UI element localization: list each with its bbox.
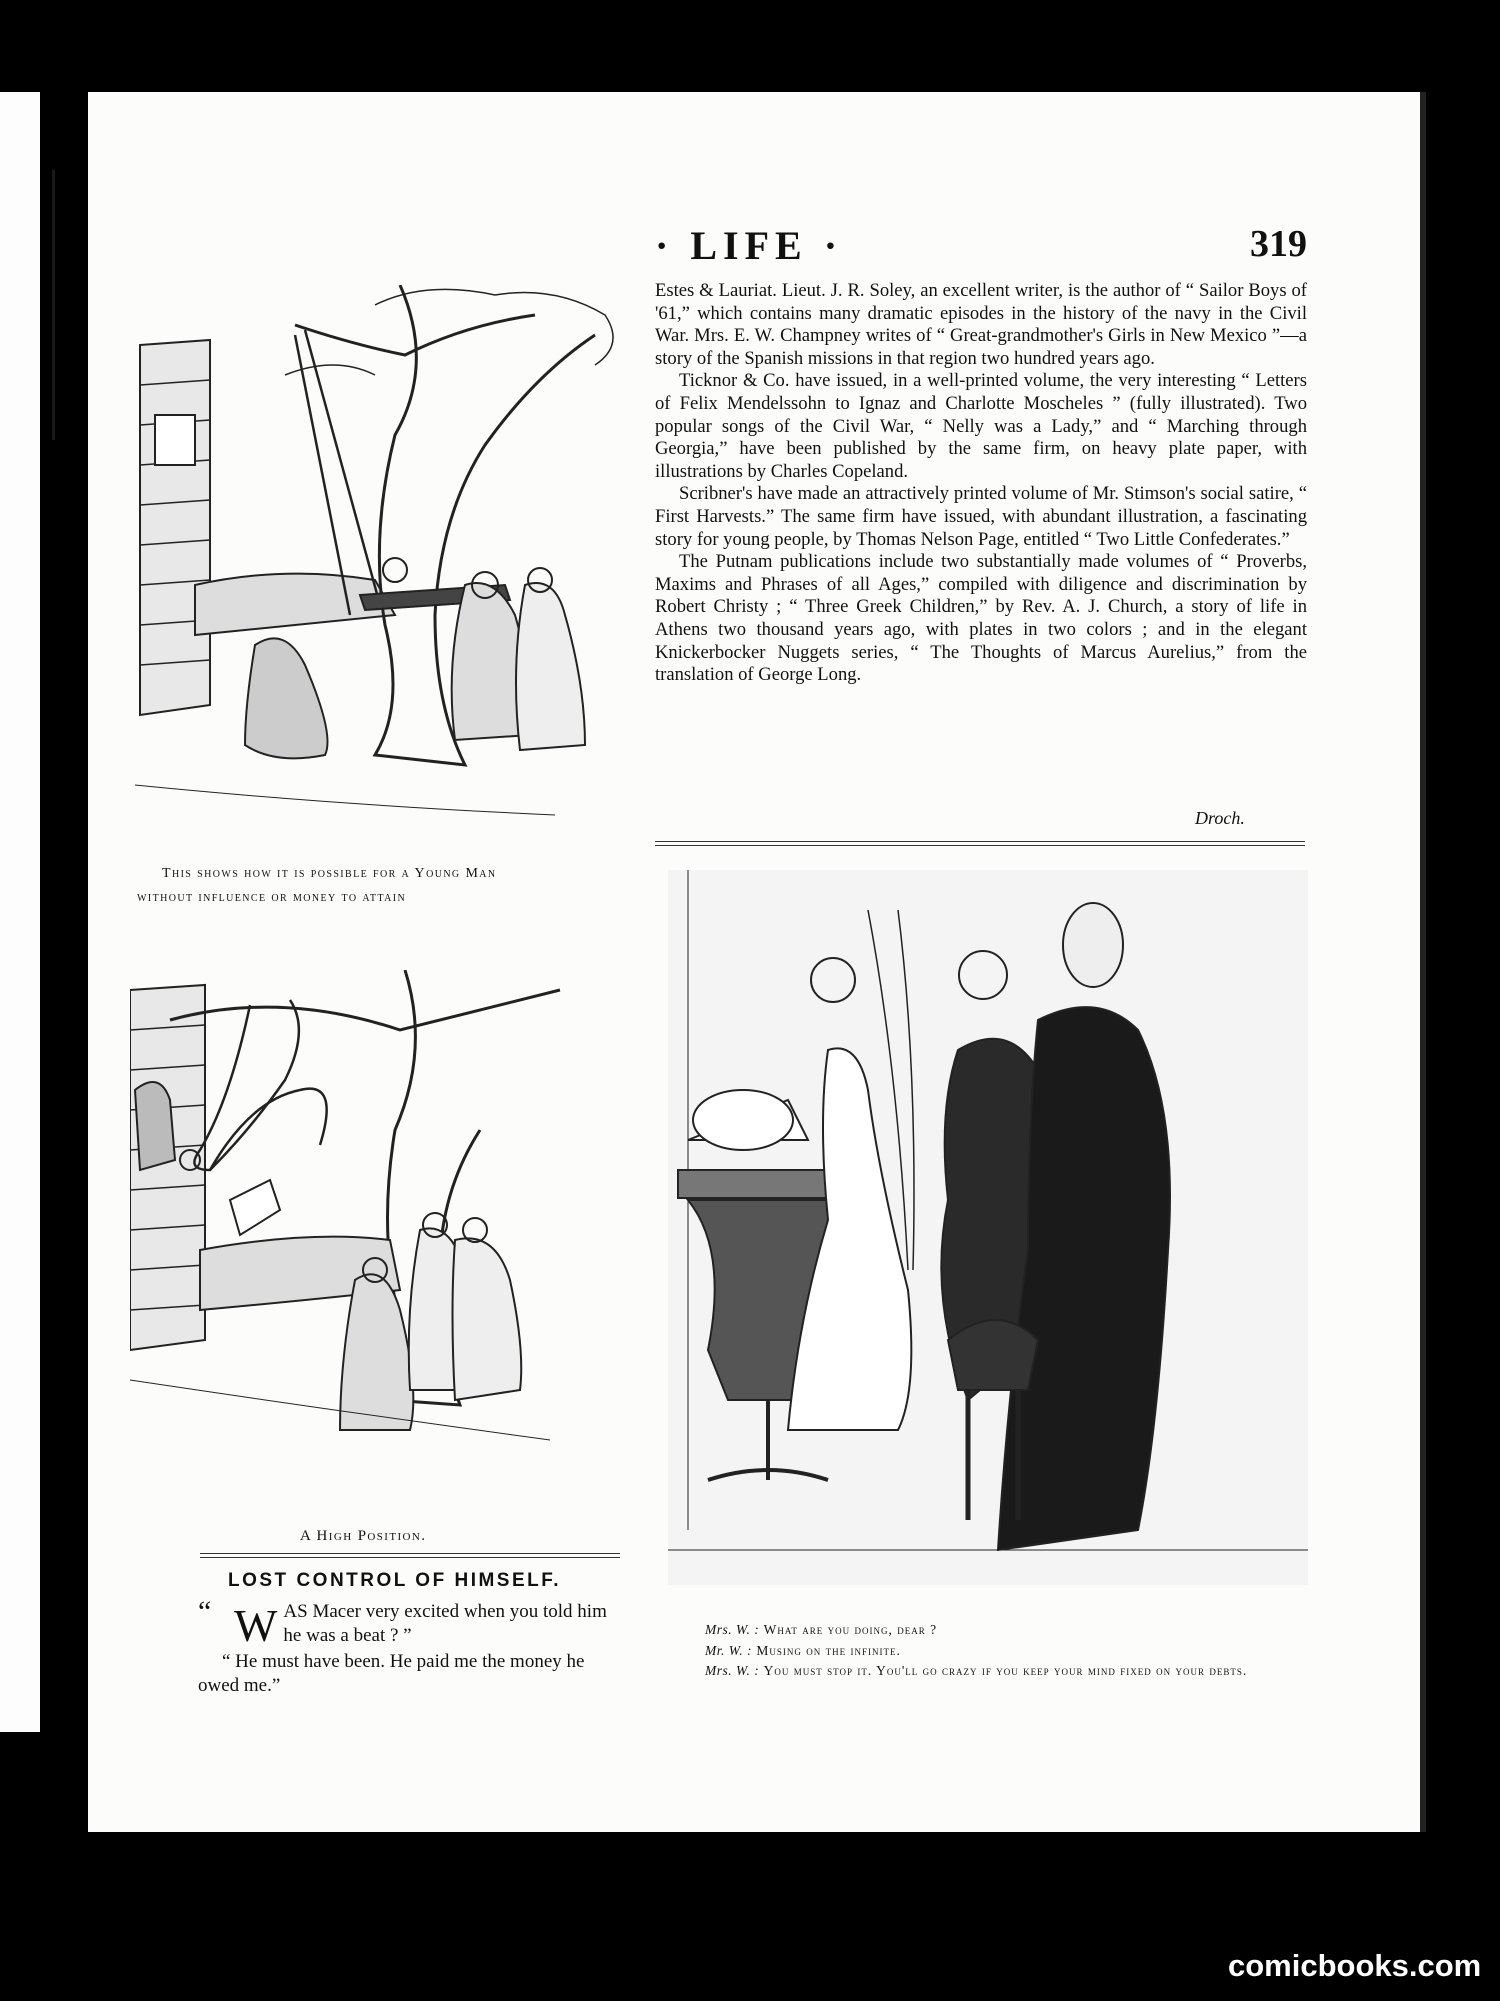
joke-answer: “ He must have been. He paid me the money he owed me.” bbox=[198, 1651, 585, 1696]
speaker-label: Mrs. W. : bbox=[705, 1663, 760, 1678]
book-review-column bbox=[655, 280, 1307, 687]
binding-line bbox=[52, 170, 55, 440]
magazine-title: · LIFE · bbox=[655, 223, 844, 268]
dialogue-line bbox=[705, 1620, 1285, 1641]
swing-illustration bbox=[135, 285, 635, 850]
joke-question: AS Macer very excited when you told him he was a beat ? ” bbox=[283, 1601, 607, 1646]
speaker-label: Mrs. W. : bbox=[705, 1622, 760, 1637]
swing-caption: without influence or money to attain bbox=[137, 890, 407, 905]
dialogue-line bbox=[705, 1641, 1285, 1662]
review-paragraph: Scribner's have made an attractively printed volume of Mr. Stimson's social satire, “ First Harvests.” The same firm have issued, with abundant illustration, a fascinating story for young people, by Thomas Nelson Page, entitled “ Two Little Confederates.” bbox=[655, 483, 1307, 550]
swing-caption: This shows how it is possible for a Young Man bbox=[162, 866, 497, 881]
section-divider bbox=[200, 1553, 620, 1558]
fallen-swing-illustration bbox=[130, 970, 640, 1480]
adjacent-page-edge bbox=[0, 92, 40, 1732]
dialogue-text: You must stop it. You'll go crazy if you keep your mind fixed on your debts. bbox=[763, 1663, 1248, 1678]
open-quote: “ bbox=[198, 1595, 212, 1628]
dialogue-line bbox=[705, 1661, 1285, 1682]
review-paragraph: Ticknor & Co. have issued, in a well-printed volume, the very interesting “ Letters of Felix Mendelssohn to Ignaz and Charlotte Moscheles ” (fully illustrated). Two popular songs of the Civil War, “ Nelly was a Lady,” and “ Marching through Georgia,” have been published by the same firm, on heavy plate paper, with illustrations by Charles Copeland. bbox=[655, 370, 1307, 482]
joke-title: LOST CONTROL OF HIMSELF. bbox=[228, 1570, 562, 1591]
parlor-illustration bbox=[668, 870, 1308, 1585]
fallen-swing-caption: A High Position. bbox=[300, 1528, 427, 1544]
dialogue-text: What are you doing, dear ? bbox=[763, 1622, 938, 1637]
parlor-dialogue bbox=[705, 1620, 1285, 1682]
review-paragraph: The Putnam publications include two substantially made volumes of “ Proverbs, Maxims and Phrases of all Ages,” compiled with diligence and discrimination by Robert Christy ; “ Three Greek Children,” by Rev. A. J. Church, a story of life in Athens two thousand years ago, with plates in two colors ; and in the elegant Knickerbocker Nuggets series, “ The Thoughts of Marcus Aurelius,” from the translation of George Long. bbox=[655, 551, 1307, 686]
review-paragraph: Estes & Lauriat. Lieut. J. R. Soley, an excellent writer, is the author of “ Sailor Boys of '61,” which contains many dramatic episodes in the history of the navy in the Civil War. Mrs. E. W. Champney writes of “ Great-grandmother's Girls in New Mexico ”—a story of the Spanish missions in that region two hundred years ago. bbox=[655, 280, 1307, 369]
joke-body bbox=[198, 1595, 628, 1698]
author-signature: Droch. bbox=[1195, 808, 1245, 828]
site-watermark: comicbooks.com bbox=[1228, 1948, 1482, 1983]
speaker-label: Mr. W. : bbox=[705, 1642, 753, 1658]
page-number: 319 bbox=[1250, 223, 1307, 265]
dialogue-text: Musing on the infinite. bbox=[756, 1642, 901, 1658]
section-divider bbox=[655, 841, 1305, 846]
drop-cap: W bbox=[234, 1600, 278, 1651]
